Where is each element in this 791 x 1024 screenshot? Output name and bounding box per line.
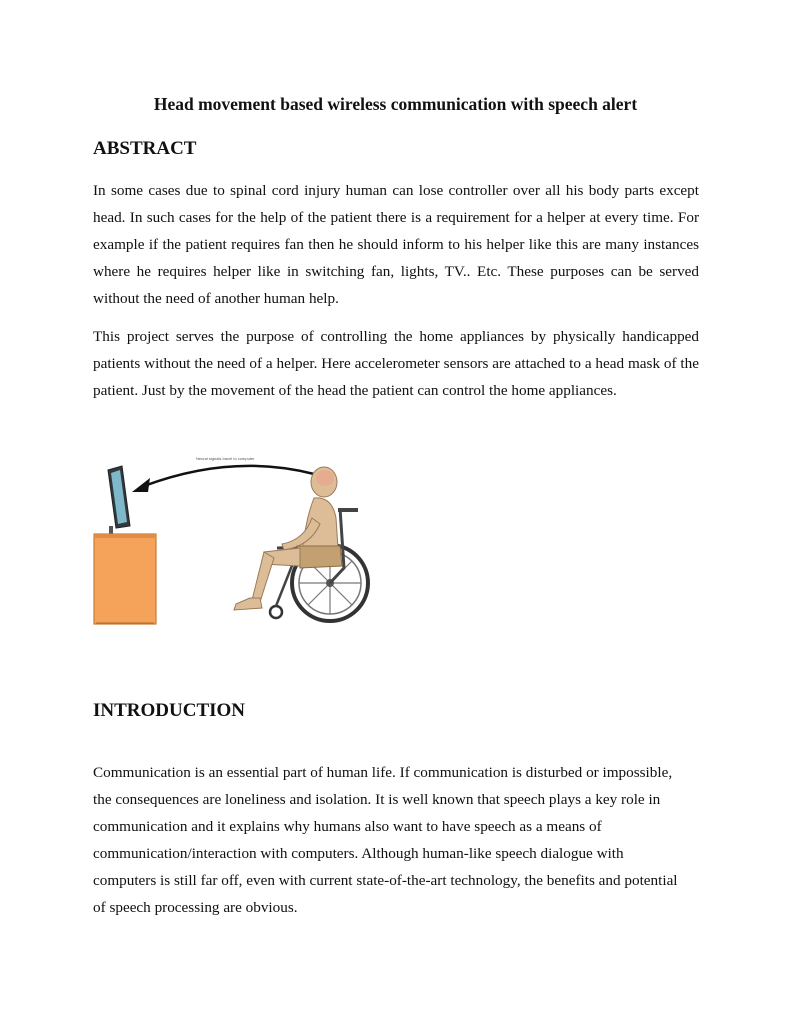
introduction-heading: INTRODUCTION [93,700,246,721]
introduction-line: of speech processing are obvious. [93,899,298,916]
document-title: Head movement based wireless communication with speech alert [153,94,638,114]
introduction-line: the consequences are loneliness and isolation. It is well known that speech plays a key role in [93,791,661,808]
abstract-figure [92,448,382,628]
abstract-heading: ABSTRACT [93,138,197,159]
computer-monitor-icon [102,466,130,537]
person-icon [234,467,342,610]
introduction-line: Communication is an essential part of human life. If communication is disturbed or impossible, [93,764,673,781]
abstract-paragraph-2: This project serves the purpose of controlling the home appliances by physically handicapped patients without the need of a helper. Here accelerometer sensors are attached to a head mask of the patient. Just by the movement of the head the patient can control the home appliances. [93,328,699,399]
figure-illustration [92,448,382,628]
introduction-paragraph [93,759,703,921]
introduction-line: communication/interaction with computers. Although human-like speech dialogue with [93,845,624,862]
introduction-line: computers is still far off, even with current state-of-the-art technology, the benefits and potential [93,872,678,889]
desk-icon [94,534,156,624]
abstract-paragraph-1: In some cases due to spinal cord injury human can lose controller over all his body parts except head. In such cases for the help of the patient there is a requirement for a helper at every time. For example if the patient requires fan then he should inform to his helper like this are many instances where he requires helper like in switching fan, lights, TV.. Etc. These purposes can be served without the need of another human help. [93,182,699,307]
introduction-line: communication and it explains why humans also want to have speech as a means of [93,818,602,835]
arrow-icon [132,466,314,492]
figure-caption: Neural signals travel to computer [196,456,255,461]
